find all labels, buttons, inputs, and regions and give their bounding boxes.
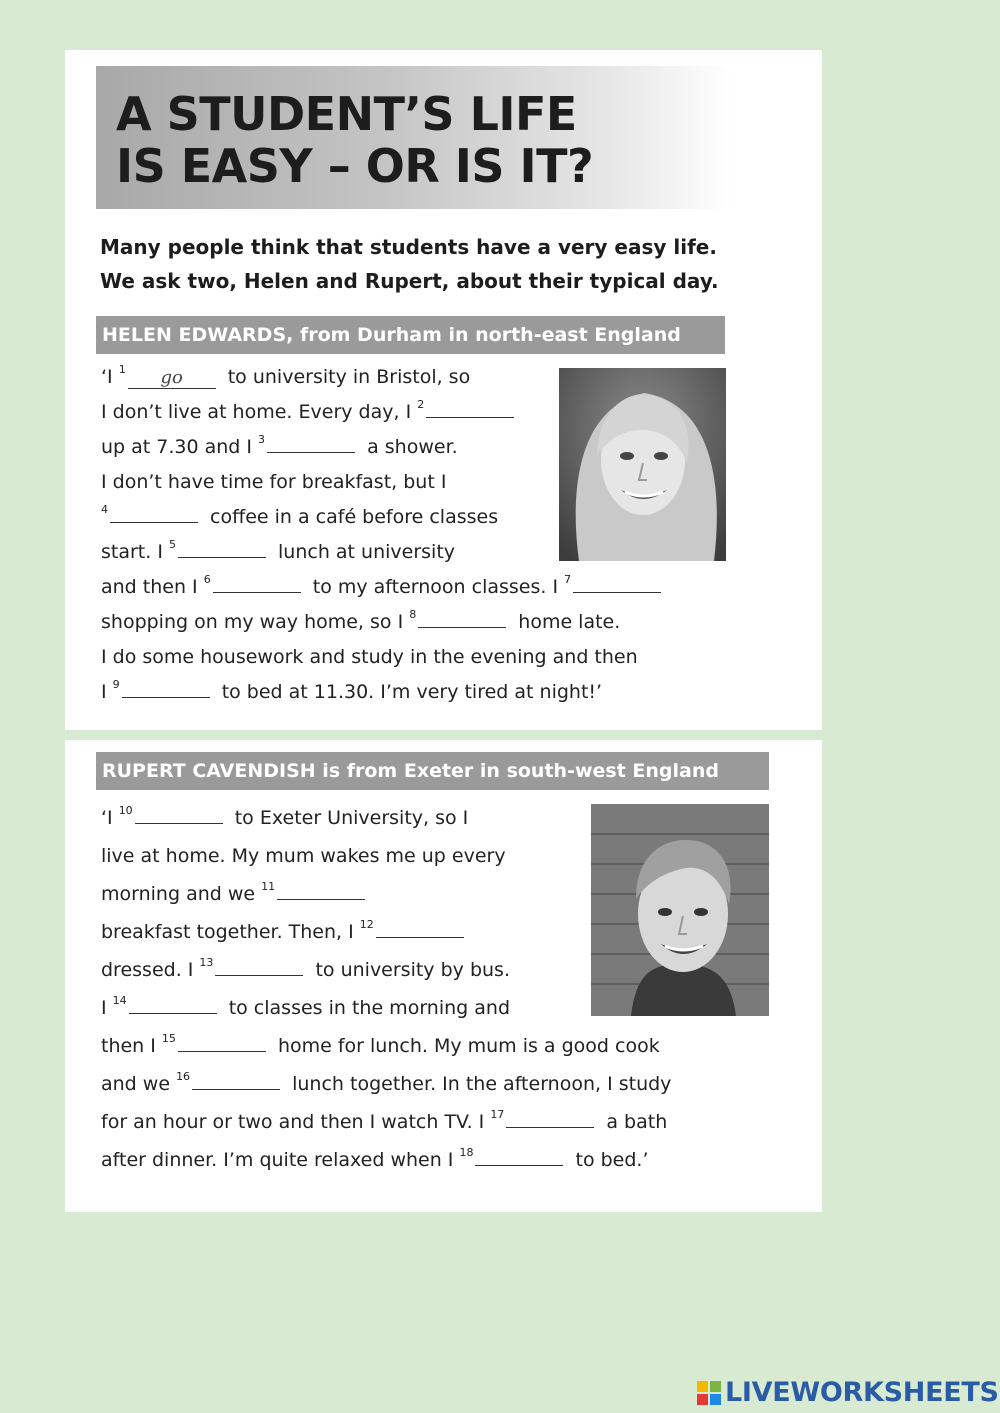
helen-worksheet-panel — [65, 50, 822, 730]
answer-field-2[interactable] — [426, 397, 514, 418]
answer-field-9[interactable] — [122, 677, 210, 698]
brand-name: LIVEWORKSHEETS — [725, 1377, 999, 1408]
liveworksheets-icon — [697, 1381, 721, 1405]
answer-field-15[interactable] — [178, 1031, 266, 1052]
answer-field-10[interactable] — [135, 803, 223, 824]
rupert-worksheet-panel — [65, 740, 822, 1212]
answer-field-11[interactable] — [277, 879, 365, 900]
title-line-1: A STUDENT’S LIFE — [116, 87, 577, 141]
helen-heading: HELEN EDWARDS, from Durham in north-east England — [96, 316, 725, 354]
page-title — [116, 88, 593, 192]
answer-field-4[interactable] — [110, 502, 198, 523]
answer-field-13[interactable] — [215, 955, 303, 976]
answer-field-12[interactable] — [376, 917, 464, 938]
answer-field-18[interactable] — [475, 1145, 563, 1166]
answer-field-3[interactable] — [267, 432, 355, 453]
answer-field-6[interactable] — [213, 572, 301, 593]
intro-line-1: Many people think that students have a very easy life. — [100, 235, 717, 259]
rupert-text: ‘I $^{10}$ to Exeter University, so I live at home. My mum wakes me up every morning and we $^{11}$ breakfast together. Then, I $^{12}$ dressed. I $^{13}$ to university by bus. I $^{14}$ to classes in the morning and then I $^{15}$ home for lunch. My mum is a good cook and we $^{16}$ lunch together. In the afternoon, I study for an hour or two and then I watch TV. I $^{17}$ a bath after dinner. I’m quite relaxed when I $^{18}$ to bed.’ — [101, 804, 672, 1171]
rupert-heading: RUPERT CAVENDISH is from Exeter in south-west England — [96, 752, 769, 790]
answer-field-5[interactable] — [178, 537, 266, 558]
intro-line-2: We ask two, Helen and Rupert, about their typical day. — [100, 269, 719, 293]
answer-field-7[interactable] — [573, 572, 661, 593]
answer-field-16[interactable] — [192, 1069, 280, 1090]
helen-text: ‘I $^1$ go to university in Bristol, so I don’t live at home. Every day, I $^2$ up at 7.30 and I $^3$ a shower. I don’t have time for breakfast, but I $^4$ coffee in a café before classes start. I $^5$ lunch at university and then I $^6$ to my afternoon classes. I $^7$ shopping on my way home, so I $^8$ home late. I do some housework and study in the evening and then I $^9$ to bed at 11.30. I’m very tired at night!’ — [101, 362, 741, 702]
liveworksheets-logo[interactable] — [697, 1375, 997, 1411]
answer-field-1[interactable]: go — [128, 368, 216, 389]
title-line-2: IS EASY – OR IS IT? — [116, 139, 594, 193]
answer-field-8[interactable] — [418, 607, 506, 628]
title-banner — [96, 66, 732, 209]
answer-field-17[interactable] — [506, 1107, 594, 1128]
intro-text — [100, 230, 740, 298]
answer-field-14[interactable] — [129, 993, 217, 1014]
